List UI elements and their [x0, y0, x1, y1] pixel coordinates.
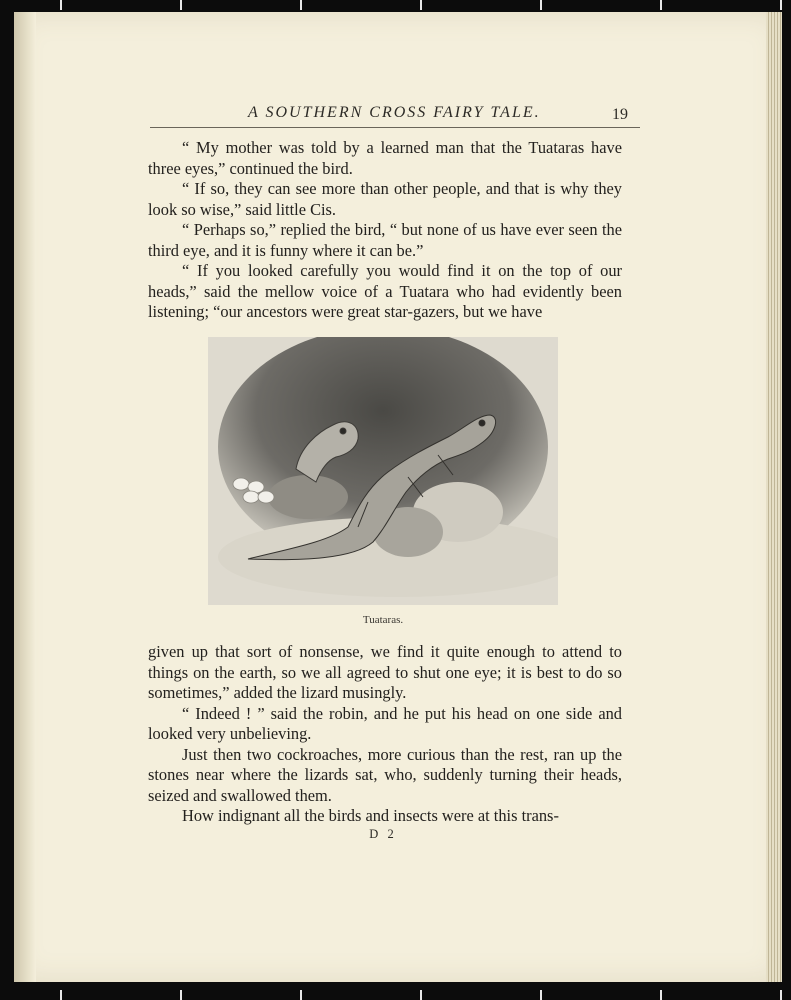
- header-rule: [150, 127, 640, 128]
- text-before-plate: [148, 138, 622, 323]
- paragraph: “ My mother was told by a learned man that the Tuataras have three eyes,” continued the bird.: [148, 138, 622, 178]
- paragraph: given up that sort of nonsense, we find it quite enough to attend to things on the earth, so we all agreed to shut one eye; it is best to do so sometimes,” added the lizard musingly.: [148, 642, 622, 702]
- page-gutter: [14, 12, 36, 982]
- scan-border-bottom: [0, 990, 791, 1000]
- paragraph: “ If so, they can see more than other people, and that is why they look so wise,” said little Cis.: [148, 179, 622, 219]
- text-after-plate: [148, 642, 622, 827]
- paragraph: How indignant all the birds and insects were at this trans-: [182, 806, 559, 825]
- page-number: 19: [612, 106, 628, 123]
- paragraph: “ If you looked carefully you would find it on the top of our heads,” said the mellow voice of a Tuatara who had evidently been listening; “our ancestors were great star-gazers, but we have: [148, 261, 622, 321]
- plate-caption: Tuataras.: [362, 614, 404, 626]
- page-edges: [766, 12, 782, 982]
- paragraph: “ Indeed ! ” said the robin, and he put his head on one side and looked very unbelieving.: [148, 703, 622, 743]
- tuatara-illustration: [208, 337, 558, 605]
- paragraph: Just then two cockroaches, more curious than the rest, ran up the stones near where the lizards sat, who, suddenly turning their heads, seized and swallowed them.: [148, 744, 622, 805]
- running-head: A SOUTHERN CROSS FAIRY TALE.: [248, 104, 541, 121]
- tuatara-engraving: [208, 337, 558, 605]
- paragraph: “ Perhaps so,” replied the bird, “ but none of us have ever seen the third eye, and it is funny where it can be.”: [148, 220, 622, 260]
- scan-border-top: [0, 0, 791, 10]
- signature-mark: D 2: [369, 827, 397, 841]
